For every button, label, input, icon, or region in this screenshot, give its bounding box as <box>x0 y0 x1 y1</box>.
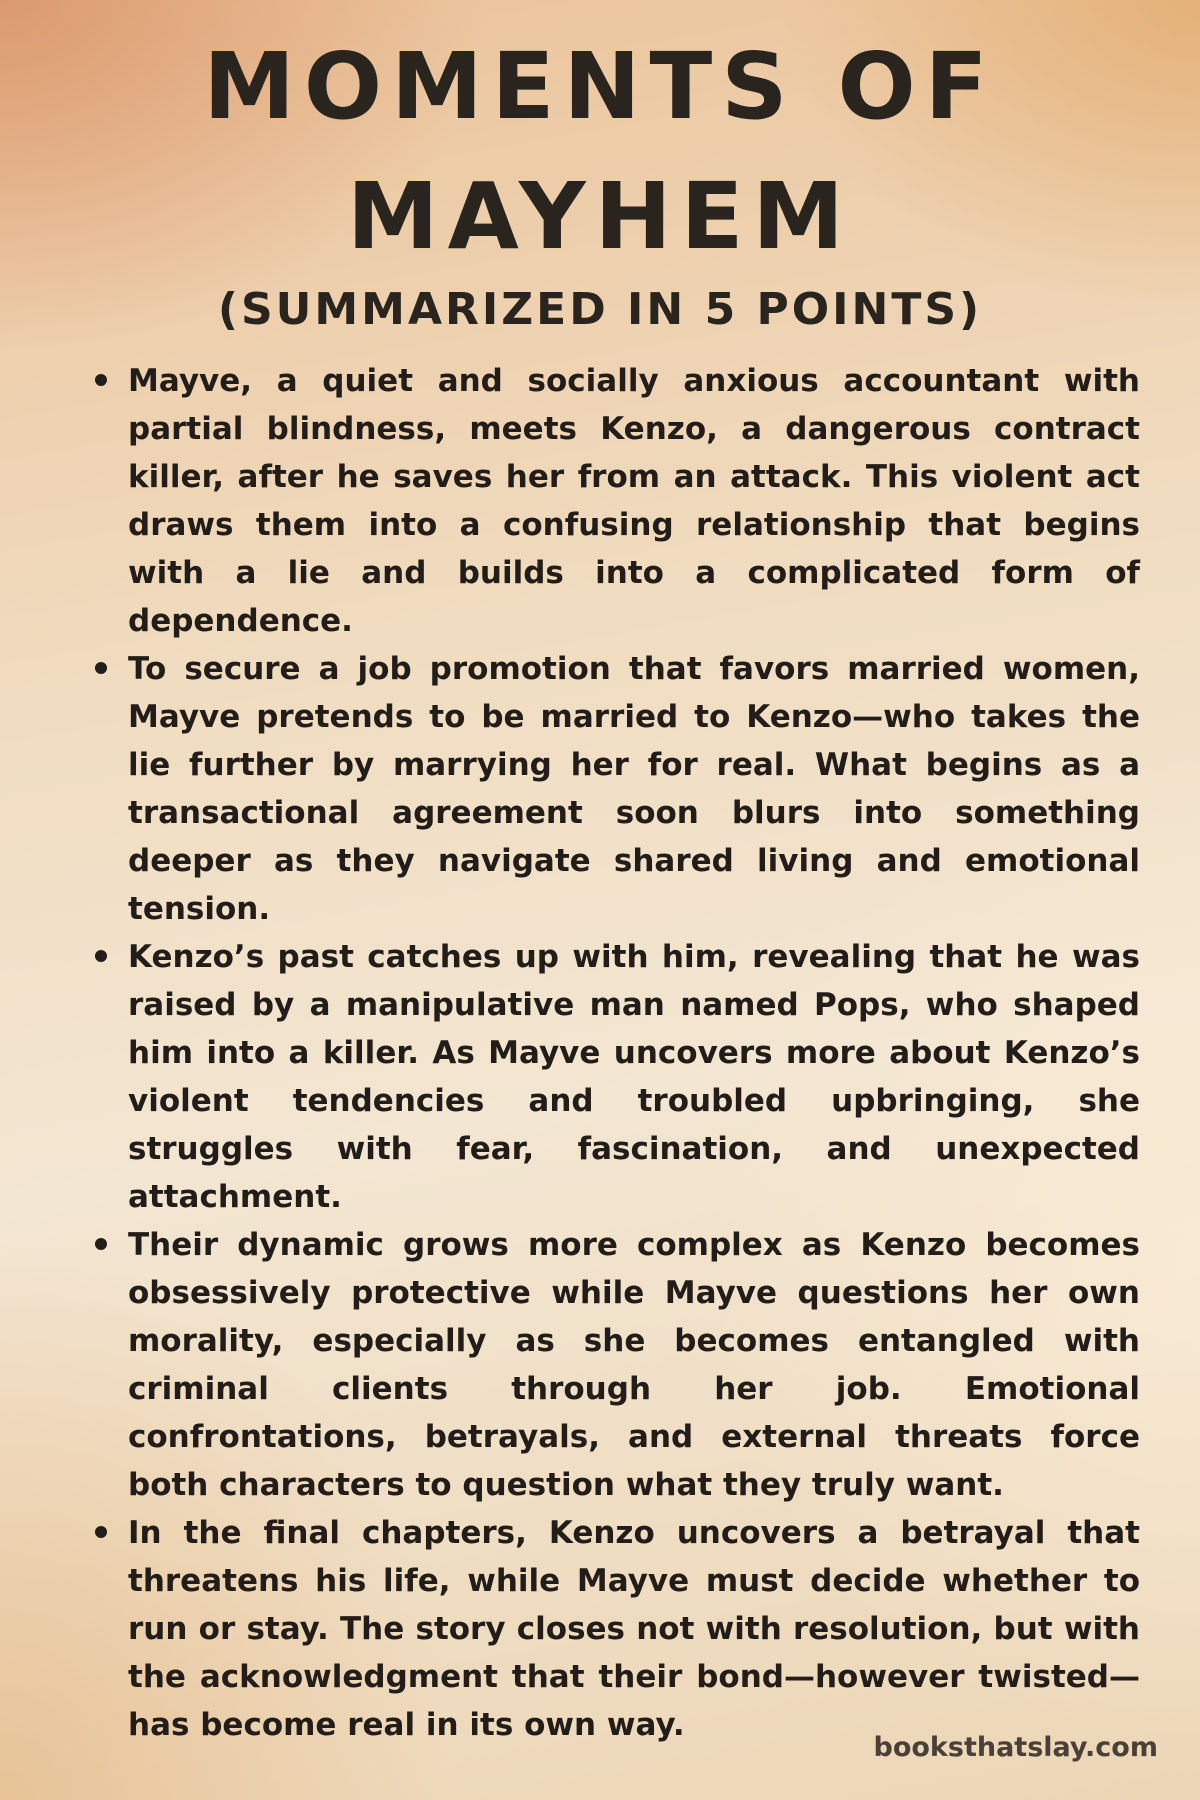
summary-point-text: Mayve, a quiet and socially anxious accountant with partial blindness, meets Kenzo, a dangerous contract killer, after he saves her from an attack. This violent act draws them into a confusing relationship that begins with a lie and builds into a complicated form of dependence. <box>128 363 1140 639</box>
summary-point-text: Kenzo’s past catches up with him, revealing that he was raised by a manipulative man named Pops, who shaped him into a killer. As Mayve uncovers more about Kenzo’s violent tendencies and troubled upbringing, she struggles with fear, fascination, and unexpected attachment. <box>128 939 1140 1215</box>
title-line-1: MOMENTS OF <box>203 33 997 140</box>
page-title <box>0 22 1200 282</box>
subtitle: (SUMMARIZED IN 5 POINTS) <box>217 284 983 335</box>
summary-point-text: Their dynamic grows more complex as Kenzo becomes obsessively protective while Mayve questions her own morality, especially as she becomes entangled with criminal clients through her job. Emotional confrontations, betrayals, and external threats force both characters to question what they truly want. <box>128 1227 1140 1503</box>
summary-point-text: To secure a job promotion that favors married women, Mayve pretends to be married to Kenzo—who takes the lie further by marrying her for real. What begins as a transactional agreement soon blurs into something deeper as they navigate shared living and emotional tension. <box>128 651 1140 927</box>
site-watermark: booksthatslay.com <box>873 1732 1158 1763</box>
summary-point-4 <box>80 1221 1140 1509</box>
bullet-icon <box>95 950 107 962</box>
summary-point-1 <box>80 357 1140 645</box>
bullet-icon <box>95 1526 107 1538</box>
summary-point-text: In the final chapters, Kenzo uncovers a betrayal that threatens his life, while Mayve must decide whether to run or stay. The story closes not with resolution, but with the acknowledgment that their bond—however twisted—has become real in its own way. <box>128 1515 1140 1743</box>
title-line-2: MAYHEM <box>347 163 853 270</box>
bullet-icon <box>95 662 107 674</box>
summary-point-2 <box>80 645 1140 933</box>
summary-point-3 <box>80 933 1140 1221</box>
bullet-icon <box>95 1238 107 1250</box>
summary-points-list <box>80 357 1140 1749</box>
summary-point-5 <box>80 1509 1140 1749</box>
bullet-icon <box>95 374 107 386</box>
